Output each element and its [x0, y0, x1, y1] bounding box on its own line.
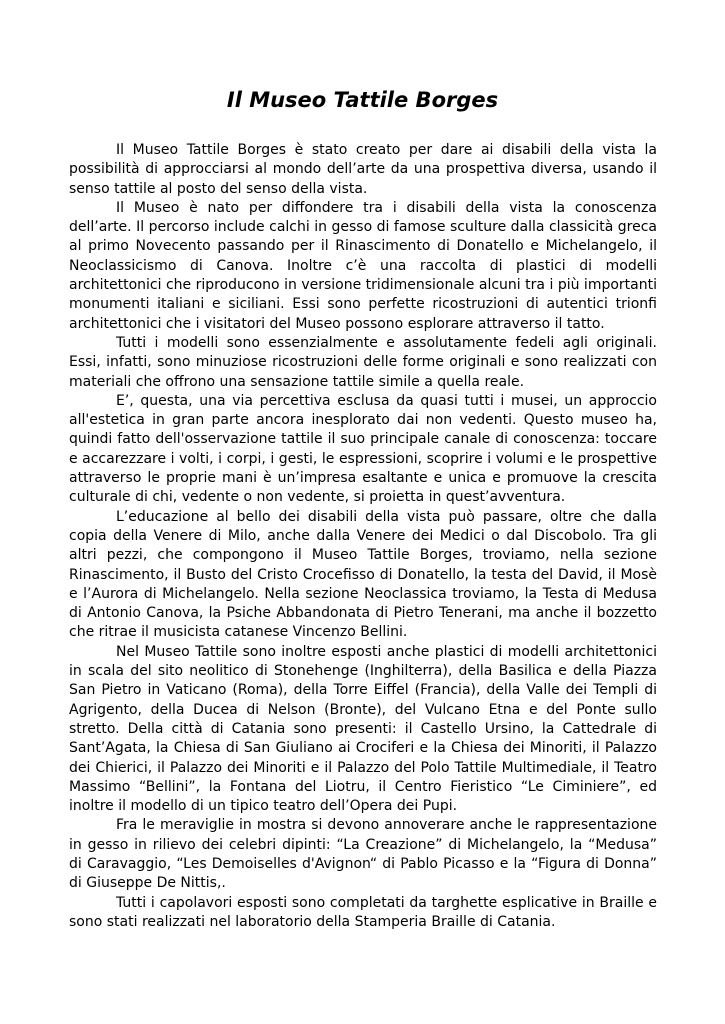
paragraph-architecture: Nel Museo Tattile sono inoltre esposti anche plastici di modelli architettonici in scala del sito neolitico di Stonehenge (Inghilterra), della Basilica e della Piazza San Pietro in Vaticano (Roma), della Torre Eiffel (Francia), della Valle dei Templi di Agrigento, della Ducea di Nelson (Bronte), del Vulcano Etna e del Ponte sullo stretto. Della città di Catania sono presenti: il Castello Ursino, la Cattedrale di Sant’Agata, la Chiesa di San Giuliano ai Crociferi e la Chiesa dei Minoriti, il Palazzo dei Chierici, il Palazzo dei Minoriti e il Palazzo del Polo Tattile Multimediale, il Teatro Massimo “Bellini”, la Fontana del Liotru, il Centro Fieristico “Le Ciminiere”, ed inoltre il modello di un tipico teatro dell’Opera dei Pupi.: [69, 643, 657, 815]
document-body: [69, 141, 657, 932]
paragraph-fidelity: Tutti i modelli sono essenzialmente e assolutamente fedeli agli originali. Essi, infatti, sono minuziose ricostruzioni delle forme originali e sono realizzati con materiali che offrono una sensazione tattile simile a quella reale.: [69, 334, 657, 390]
paragraph-origins: Il Museo è nato per diffondere tra i disabili della vista la conoscenza dell’arte. Il percorso include calchi in gesso di famose sculture dalla classicità greca al primo Novecento passando per il Rinascimento di Donatello e Michelangelo, il Neoclassicismo di Canova. Inoltre c’è una raccolta di plastici di modelli architettonici che riproducono in versione tridimensionale alcuni tra i più importanti monumenti italiani e siciliani. Essi sono perfette ricostruzioni di autentici trionfi architettonici che i visitatori del Museo possono esplorare attraverso il tatto.: [69, 199, 657, 332]
paragraph-collection: L’educazione al bello dei disabili della vista può passare, oltre che dalla copia della Venere di Milo, anche dalla Venere dei Medici o dal Discobolo. Tra gli altri pezzi, che compongono il Museo Tattile Borges, troviamo, nella sezione Rinascimento, il Busto del Cristo Crocefisso di Donatello, la testa del David, il Mosè e l’Aurora di Michelangelo. Nella sezione Neoclassica troviamo, la Testa di Medusa di Antonio Canova, la Psiche Abbandonata di Pietro Tenerani, ma anche il bozzetto che ritrae il musicista catanese Vincenzo Bellini.: [69, 508, 657, 641]
paragraph-intro: Il Museo Tattile Borges è stato creato per dare ai disabili della vista la possibilità di approcciarsi al mondo dell’arte da una prospettiva diversa, usando il senso tattile al posto del senso della vista.: [69, 142, 657, 197]
paragraph-braille: Tutti i capolavori esposti sono completati da targhette esplicative in Braille e sono stati realizzati nel laboratorio della Stamperia Braille di Catania.: [69, 894, 657, 930]
document-title: Il Museo Tattile Borges: [226, 88, 499, 112]
paragraph-perception: E’, questa, una via percettiva esclusa da quasi tutti i musei, un approccio all'estetica in gran parte ancora inesplorato dai non vedenti. Questo museo ha, quindi fatto dell'osservazione tattile il suo principale canale di conoscenza: toccare e accarezzare i volti, i corpi, i gesti, le espressioni, scoprire i volumi e le prospettive attraverso le proprie mani è un’impresa esaltante e unica e promuove la crescita culturale di chi, vedente o non vedente, si proietta in quest’avventura.: [69, 392, 657, 506]
paragraph-paintings: Fra le meraviglie in mostra si devono annoverare anche le rappresentazione in gesso in rilievo dei celebri dipinti: “La Creazione” di Michelangelo, la “Medusa” di Caravaggio, “Les Demoiselles d'Avignon“ di Pablo Picasso e la “Figura di Donna” di Giuseppe De Nittis,.: [69, 817, 657, 892]
